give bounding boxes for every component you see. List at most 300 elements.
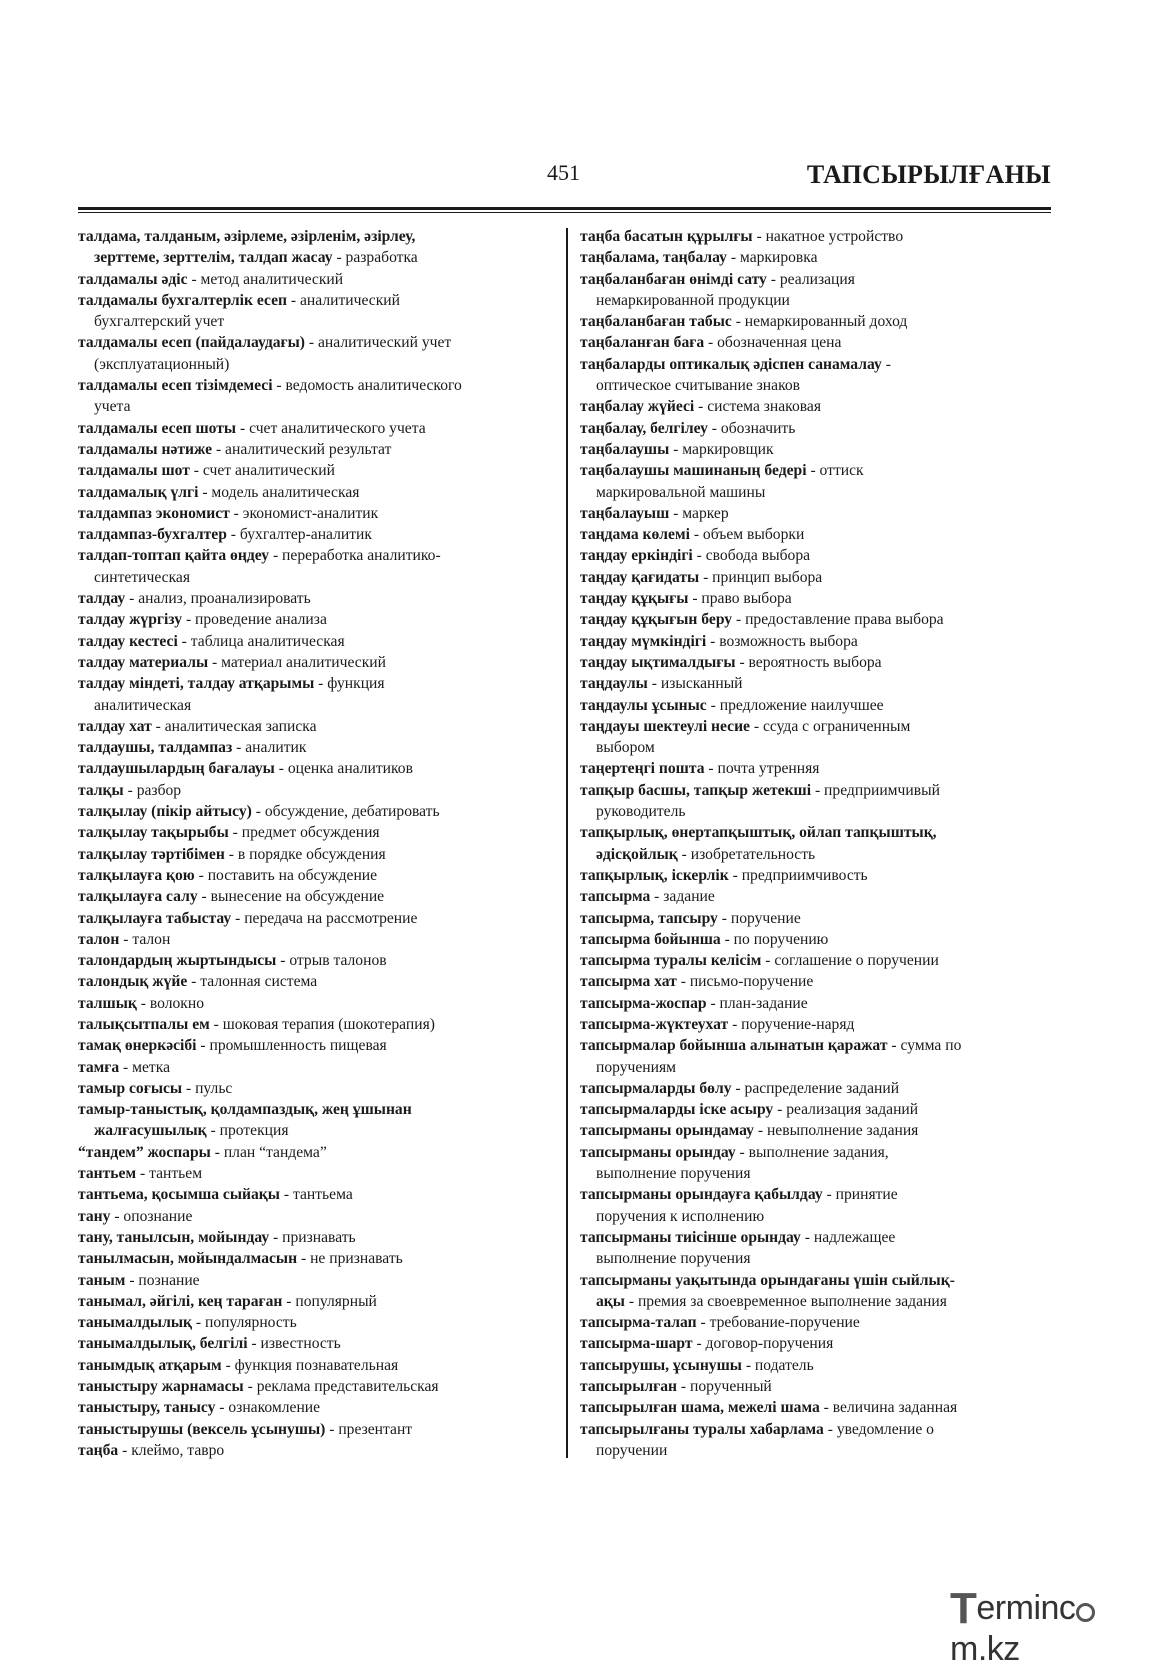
entry-term: талықсытпалы ем — [78, 1015, 210, 1033]
dictionary-entry — [78, 1333, 558, 1354]
entry-term: талдамалы бухгалтерлік есеп — [78, 291, 288, 309]
entry-term: талшық — [78, 994, 137, 1012]
entry-term: таңбалау, белгілеу — [580, 419, 708, 437]
entry-definition: - принцип выбора — [699, 568, 823, 586]
dictionary-entry — [580, 695, 1058, 716]
entry-definition: - метод аналитический — [187, 270, 344, 288]
entry-term: таңбаланбаған табыс — [580, 313, 732, 331]
dictionary-entry — [78, 758, 558, 779]
dictionary-entry — [580, 503, 1058, 524]
entry-term: талдамалы есеп тізімдемесі — [78, 377, 273, 395]
dictionary-entry — [580, 1376, 1058, 1397]
entry-term: талдампаз-бухгалтер — [78, 526, 227, 544]
entry-definition: - метка — [119, 1058, 171, 1076]
entry-term: талдамалы нәтиже — [78, 440, 213, 458]
entry-term: таңбалаушы — [580, 440, 670, 458]
entry-definition: - соглашение о поручении — [761, 952, 939, 970]
entry-term: таңдау мүмкіндігі — [580, 632, 707, 650]
entry-definition: - выполнение задания, — [735, 1143, 889, 1161]
entry-term: таңбалау жүйесі — [580, 398, 695, 416]
entry-definition: (эксплуатационный) — [94, 355, 230, 373]
entry-term: тамға — [78, 1058, 120, 1076]
entry-definition: поручении — [596, 1441, 668, 1459]
entry-term: таңдаулы — [580, 675, 648, 693]
entry-definition: - предмет обсуждения — [228, 824, 380, 842]
entry-definition: - познание — [125, 1271, 200, 1289]
entry-definition: - экономист-аналитик — [229, 504, 379, 522]
entry-definition: учета — [94, 398, 131, 416]
entry-definition: - протекция — [206, 1122, 289, 1140]
dictionary-entry — [580, 460, 1058, 481]
entry-term: таңдама көлемі — [580, 526, 690, 544]
entry-definition: - обозначенная цена — [704, 334, 842, 352]
header-rule-thin — [78, 212, 1051, 213]
entry-term: тапсырылғаны туралы хабарлама — [580, 1420, 824, 1438]
dictionary-entry — [78, 1142, 558, 1163]
entry-definition: - переработка аналитико- — [269, 547, 441, 565]
entry-term: талдау — [78, 590, 126, 608]
entry-term: таңдау қағидаты — [580, 568, 700, 586]
dictionary-entry — [78, 801, 558, 822]
dictionary-entry-continuation — [78, 567, 558, 588]
dictionary-entry — [580, 652, 1058, 673]
entry-definition: - разбор — [123, 781, 182, 799]
entry-term: талқы — [78, 781, 124, 799]
entry-definition: - план “тандема” — [210, 1143, 327, 1161]
entry-definition: - план-задание — [706, 994, 808, 1012]
dictionary-entry — [580, 716, 1058, 737]
entry-definition: - проведение анализа — [182, 611, 327, 629]
dictionary-entry — [580, 1419, 1058, 1440]
entry-definition: синтетическая — [94, 568, 191, 586]
entry-definition: - ознакомление — [215, 1399, 321, 1417]
dictionary-entry — [78, 652, 558, 673]
entry-definition: - анализ, проанализировать — [125, 590, 311, 608]
dictionary-entry — [78, 971, 558, 992]
dictionary-entry — [580, 993, 1058, 1014]
entry-definition: - материал аналитический — [208, 653, 386, 671]
entry-definition: - задание — [650, 888, 715, 906]
entry-term: талондық жүйе — [78, 973, 188, 991]
entry-term: талдамалық үлгі — [78, 483, 199, 501]
entry-term: жалғасушылық — [94, 1122, 207, 1140]
entry-term: танымдық атқарым — [78, 1356, 222, 1374]
dictionary-entry — [78, 588, 558, 609]
entry-term: талдау материалы — [78, 653, 209, 671]
dictionary-entry — [78, 1014, 558, 1035]
dictionary-entry — [580, 1142, 1058, 1163]
entry-term: таңбаларды оптикалық әдіспен санамалау — [580, 355, 882, 373]
dictionary-entry — [580, 865, 1058, 886]
dictionary-entry — [78, 886, 558, 907]
entry-definition: - система знаковая — [694, 398, 822, 416]
dictionary-entry — [78, 631, 558, 652]
dictionary-entry-continuation — [580, 1163, 1058, 1184]
entry-term: ақы — [596, 1292, 625, 1310]
entry-definition: поручениям — [596, 1058, 677, 1076]
entry-definition: - аналитический результат — [212, 440, 392, 458]
dictionary-entry — [78, 737, 558, 758]
entry-definition: - счет аналитический — [189, 462, 335, 480]
dictionary-entry-continuation — [580, 1206, 1058, 1227]
dictionary-entry — [580, 1355, 1058, 1376]
entry-term: тантьема, қосымша сыйақы — [78, 1186, 280, 1204]
entry-term: таныстырушы (вексель ұсынушы) — [78, 1420, 326, 1438]
dictionary-entry — [580, 822, 1058, 843]
dictionary-entry-continuation — [78, 1120, 558, 1141]
entry-term: таңбаланбаған өнімді сату — [580, 270, 767, 288]
entry-definition: - объем выборки — [689, 526, 805, 544]
header-rule-thick — [78, 207, 1051, 210]
entry-definition: - вероятность выбора — [735, 653, 882, 671]
entry-definition: - возможность выбора — [706, 632, 858, 650]
dictionary-entry — [78, 1291, 558, 1312]
entry-term: тапсырманы орындамау — [580, 1122, 754, 1140]
entry-term: тапсырушы, ұсынушы — [580, 1356, 742, 1374]
entry-definition: - поручение-наряд — [728, 1015, 855, 1033]
dictionary-entry — [580, 1078, 1058, 1099]
dictionary-entry — [78, 332, 558, 353]
entry-term: талқылау тақырыбы — [78, 824, 229, 842]
entry-definition: - тантьема — [279, 1186, 353, 1204]
dictionary-entry — [580, 971, 1058, 992]
entry-definition: выбором — [596, 739, 655, 757]
entry-term: талдап-топтап қайта өңдеу — [78, 547, 270, 565]
entry-definition: - презентант — [325, 1420, 413, 1438]
entry-term: талондардың жыртындысы — [78, 952, 277, 970]
dictionary-entry — [78, 226, 558, 247]
dictionary-entry — [580, 226, 1058, 247]
entry-term: таңбалаушы машинаның бедері — [580, 462, 807, 480]
entry-definition: выполнение поручения — [596, 1165, 751, 1183]
entry-definition: - модель аналитическая — [198, 483, 360, 501]
dictionary-entry-continuation — [580, 290, 1058, 311]
entry-term: әдісқойлық — [596, 845, 678, 863]
left-column — [78, 226, 558, 1461]
entry-definition: - надлежащее — [800, 1228, 896, 1246]
entry-term: таңбаланған баға — [580, 334, 705, 352]
termincom-logo: Termincm.kz — [950, 1588, 1158, 1669]
dictionary-entry — [78, 460, 558, 481]
entry-term: талдау хат — [78, 717, 152, 735]
dictionary-entry — [78, 1419, 558, 1440]
entry-definition: - аналитик — [232, 739, 307, 757]
entry-term: тапсырманы орындау — [580, 1143, 736, 1161]
dictionary-entry — [78, 822, 558, 843]
entry-term: талдамалы әдіс — [78, 270, 188, 288]
right-column — [580, 226, 1058, 1461]
dictionary-entry — [78, 1397, 558, 1418]
entry-term: талдаушылардың бағалауы — [78, 760, 275, 778]
dictionary-entry-continuation — [580, 844, 1058, 865]
dictionary-entry-continuation — [78, 311, 558, 332]
entry-definition: - функция познавательная — [221, 1356, 399, 1374]
dictionary-entry — [580, 1270, 1058, 1291]
dictionary-entry-continuation — [580, 737, 1058, 758]
dictionary-entry-continuation — [580, 1440, 1058, 1461]
entry-definition: - талон — [119, 930, 171, 948]
entry-definition: - ведомость аналитического — [272, 377, 462, 395]
dictionary-entry — [78, 418, 558, 439]
dictionary-entry — [580, 567, 1058, 588]
dictionary-entry — [78, 1312, 558, 1333]
entry-definition: маркировальной машины — [596, 483, 766, 501]
dictionary-entry — [580, 1014, 1058, 1035]
entry-definition: - накатное устройство — [752, 228, 904, 245]
entry-term: танымалдылық — [78, 1314, 192, 1332]
entry-term: тапсырманы тиісінше орындау — [580, 1228, 801, 1246]
entry-definition: - опознание — [110, 1207, 193, 1225]
entry-definition: - уведомление о — [823, 1420, 934, 1438]
entry-definition: - оценка аналитиков — [274, 760, 413, 778]
entry-term: талдау кестесі — [78, 632, 178, 650]
dictionary-entry — [580, 247, 1058, 268]
dictionary-entry — [580, 886, 1058, 907]
entry-definition: - признавать — [269, 1228, 356, 1246]
dictionary-entry — [580, 439, 1058, 460]
dictionary-entry — [78, 503, 558, 524]
dictionary-entry — [580, 545, 1058, 566]
entry-term: талқылау (пікір айтысу) — [78, 803, 252, 821]
entry-term: тантьем — [78, 1165, 137, 1183]
entry-term: таңдау құқығын беру — [580, 611, 733, 629]
entry-term: талдаушы, талдампаз — [78, 739, 233, 757]
entry-definition: немаркированной продукции — [596, 291, 790, 309]
dictionary-entry — [78, 865, 558, 886]
entry-definition: - по поручению — [720, 930, 829, 948]
entry-definition: - вынесение на обсуждение — [197, 888, 385, 906]
dictionary-entry-continuation — [580, 1248, 1058, 1269]
dictionary-entry — [580, 780, 1058, 801]
entry-term: таныстыру жарнамасы — [78, 1378, 244, 1396]
entry-definition: - аналитический учет — [305, 334, 452, 352]
entry-definition: - отрыв талонов — [276, 952, 387, 970]
dictionary-entry — [78, 780, 558, 801]
dictionary-entry — [580, 311, 1058, 332]
dictionary-entry — [78, 1355, 558, 1376]
entry-term: тапсырмаларды іске асыру — [580, 1101, 774, 1119]
entry-definition: - оттиск — [806, 462, 864, 480]
entry-term: таңбалама, таңбалау — [580, 249, 727, 267]
entry-term: тапсырма туралы келісім — [580, 952, 762, 970]
dictionary-entry — [580, 418, 1058, 439]
entry-definition: - требование-поручение — [696, 1314, 860, 1332]
dictionary-entry — [78, 844, 558, 865]
dictionary-entry-continuation — [78, 396, 558, 417]
entry-definition: - аналитическая записка — [151, 717, 317, 735]
entry-definition: - сумма по — [887, 1037, 962, 1055]
dictionary-entry-continuation — [78, 247, 558, 268]
dictionary-entry — [580, 332, 1058, 353]
dictionary-entry — [580, 1184, 1058, 1205]
entry-definition: - поручение — [717, 909, 801, 927]
entry-term: талдама, талданым, әзірлеме, әзірленім, әзірлеу, — [78, 228, 416, 245]
entry-definition: - свобода выбора — [692, 547, 811, 565]
dictionary-entry — [580, 1035, 1058, 1056]
entry-term: тапқырлық, өнертапқыштық, ойлап тапқыштық, — [580, 824, 937, 842]
entry-definition: - тантьем — [136, 1165, 203, 1183]
dictionary-entry-continuation — [78, 354, 558, 375]
entry-definition: - распределение заданий — [731, 1079, 900, 1097]
entry-definition: - шоковая терапия (шокотерапия) — [209, 1015, 435, 1033]
entry-term: талқылау тәртібімен — [78, 845, 225, 863]
dictionary-entry — [580, 354, 1058, 375]
entry-definition: - маркировщик — [669, 440, 774, 458]
dictionary-entry — [78, 1248, 558, 1269]
entry-term: танылмасын, мойындалмасын — [78, 1250, 298, 1268]
column-divider — [566, 228, 568, 1458]
entry-term: талқылауға қою — [78, 866, 195, 884]
entry-definition: - предприимчивость — [728, 866, 868, 884]
entry-definition: - письмо-поручение — [676, 973, 814, 991]
dictionary-entry — [78, 1078, 558, 1099]
dictionary-entry — [78, 908, 558, 929]
dictionary-entry — [580, 673, 1058, 694]
entry-definition: - изысканный — [647, 675, 743, 693]
dictionary-entry — [78, 1035, 558, 1056]
dictionary-entry — [580, 609, 1058, 630]
entry-term: талқылауға табыстау — [78, 909, 232, 927]
entry-definition: выполнение поручения — [596, 1250, 751, 1268]
entry-definition: - клеймо, тавро — [118, 1441, 225, 1459]
entry-term: талдампаз экономист — [78, 504, 230, 522]
dictionary-entry — [580, 1333, 1058, 1354]
entry-definition: - пульс — [182, 1079, 233, 1097]
entry-definition: - принятие — [822, 1186, 898, 1204]
running-head: ТАПСЫРЫЛҒАНЫ — [806, 160, 1051, 189]
entry-term: тапсырма-талап — [580, 1314, 697, 1332]
entry-definition: аналитическая — [94, 696, 192, 714]
entry-definition: - таблица аналитическая — [177, 632, 345, 650]
dictionary-entry — [580, 631, 1058, 652]
dictionary-entry — [580, 1099, 1058, 1120]
dictionary-entry — [78, 524, 558, 545]
entry-term: тапқыр басшы, тапқыр жетекші — [580, 781, 812, 799]
entry-definition: руководитель — [596, 803, 686, 821]
dictionary-entry — [78, 1099, 558, 1120]
entry-definition: - податель — [741, 1356, 814, 1374]
entry-term: тапсырманы уақытында орындағаны үшін сыйлық- — [580, 1271, 955, 1289]
dictionary-entry — [78, 1206, 558, 1227]
page-number: 451 — [547, 160, 580, 185]
entry-term: тапсырма, тапсыру — [580, 909, 718, 927]
entry-term: талон — [78, 930, 120, 948]
entry-term: таным — [78, 1271, 126, 1289]
entry-term: тапсырмаларды бөлу — [580, 1079, 732, 1097]
entry-term: таңдау еркіндігі — [580, 547, 693, 565]
entry-definition: - немаркированный доход — [731, 313, 908, 331]
entry-term: таңдау ықтималдығы — [580, 653, 736, 671]
entry-definition: - величина заданная — [819, 1399, 958, 1417]
entry-definition: - талонная система — [187, 973, 318, 991]
entry-definition: - премия за своевременное выполнение задания — [624, 1292, 947, 1310]
entry-definition: поручения к исполнению — [596, 1207, 765, 1225]
entry-definition: - популярность — [191, 1314, 297, 1332]
entry-term: тамыр-таныстық, қолдампаздық, жең ұшынан — [78, 1101, 412, 1119]
dictionary-entry — [78, 1184, 558, 1205]
entry-term: “тандем” жоспары — [78, 1143, 211, 1161]
entry-term: тапқырлық, іскерлік — [580, 866, 729, 884]
entry-definition: - популярный — [282, 1292, 377, 1310]
entry-term: таңдауы шектеулі несие — [580, 717, 750, 735]
dictionary-entry — [580, 758, 1058, 779]
dictionary-entry — [78, 269, 558, 290]
entry-term: тапсырылған шама, межелі шама — [580, 1399, 820, 1417]
entry-term: тапсырма-жүктеухат — [580, 1015, 729, 1033]
entry-definition: - разработка — [332, 249, 418, 267]
entry-definition: - поставить на обсуждение — [194, 866, 378, 884]
dictionary-entry — [78, 1440, 558, 1461]
entry-definition: - порученный — [676, 1378, 772, 1396]
entry-definition: - договор-поручения — [692, 1335, 834, 1353]
dictionary-entry — [78, 950, 558, 971]
entry-definition: - — [881, 355, 891, 373]
dictionary-entry — [78, 1057, 558, 1078]
dictionary-entry — [78, 1227, 558, 1248]
entry-definition: - передача на рассмотрение — [231, 909, 418, 927]
entry-definition: - функция — [314, 675, 385, 693]
entry-term: таңдаулы ұсыныс — [580, 696, 707, 714]
entry-definition: - бухгалтер-аналитик — [226, 526, 372, 544]
dictionary-entry-continuation — [580, 482, 1058, 503]
entry-term: тапсырма-шарт — [580, 1335, 693, 1353]
entry-definition: - предоставление права выбора — [732, 611, 944, 629]
dictionary-entry — [580, 929, 1058, 950]
dictionary-entry — [78, 1163, 558, 1184]
entry-term: тану — [78, 1207, 111, 1225]
dictionary-entry — [580, 1397, 1058, 1418]
entry-definition: - ссуда с ограниченным — [749, 717, 911, 735]
dictionary-entry — [78, 545, 558, 566]
dictionary-entry — [580, 908, 1058, 929]
entry-definition: - реализация заданий — [773, 1101, 919, 1119]
entry-term: талдамалы есеп (пайдалаудағы) — [78, 334, 305, 352]
dictionary-entry — [78, 375, 558, 396]
entry-definition: - реклама представительская — [243, 1378, 439, 1396]
entry-definition: - счет аналитического учета — [236, 419, 426, 437]
entry-definition: - обсуждение, дебатировать — [251, 803, 440, 821]
dictionary-entry — [78, 929, 558, 950]
entry-term: таңертеңгі пошта — [580, 760, 705, 778]
dictionary-entry-continuation — [580, 801, 1058, 822]
logo-o-ring-icon — [1076, 1603, 1095, 1622]
entry-term: зерттеме, зерттелім, талдап жасау — [94, 249, 333, 267]
entry-term: тану, танылсын, мойындау — [78, 1228, 270, 1246]
entry-term: талдамалы шот — [78, 462, 190, 480]
dictionary-entry — [78, 673, 558, 694]
entry-definition: - не признавать — [297, 1250, 403, 1268]
entry-definition: - почта утренняя — [704, 760, 820, 778]
entry-definition: - реализация — [766, 270, 855, 288]
dictionary-entry — [580, 1312, 1058, 1333]
dictionary-entry — [580, 1120, 1058, 1141]
dictionary-entry-continuation — [580, 1057, 1058, 1078]
entry-definition: - в порядке обсуждения — [224, 845, 386, 863]
entry-term: таңбалауыш — [580, 504, 670, 522]
entry-term: талдау жүргізу — [78, 611, 183, 629]
entry-term: таңба — [78, 1441, 119, 1459]
entry-term: тапсырылған — [580, 1378, 677, 1396]
entry-term: тамыр соғысы — [78, 1079, 183, 1097]
entry-term: таңдау құқығы — [580, 590, 689, 608]
dictionary-entry — [580, 950, 1058, 971]
dictionary-entry — [78, 993, 558, 1014]
entry-term: таныстыру, танысу — [78, 1399, 216, 1417]
entry-definition: - право выбора — [688, 590, 792, 608]
entry-term: тапсырмалар бойынша алынатын қаражат — [580, 1037, 888, 1055]
entry-definition: - изобретательность — [677, 845, 816, 863]
entry-term: тапсырма-жоспар — [580, 994, 707, 1012]
